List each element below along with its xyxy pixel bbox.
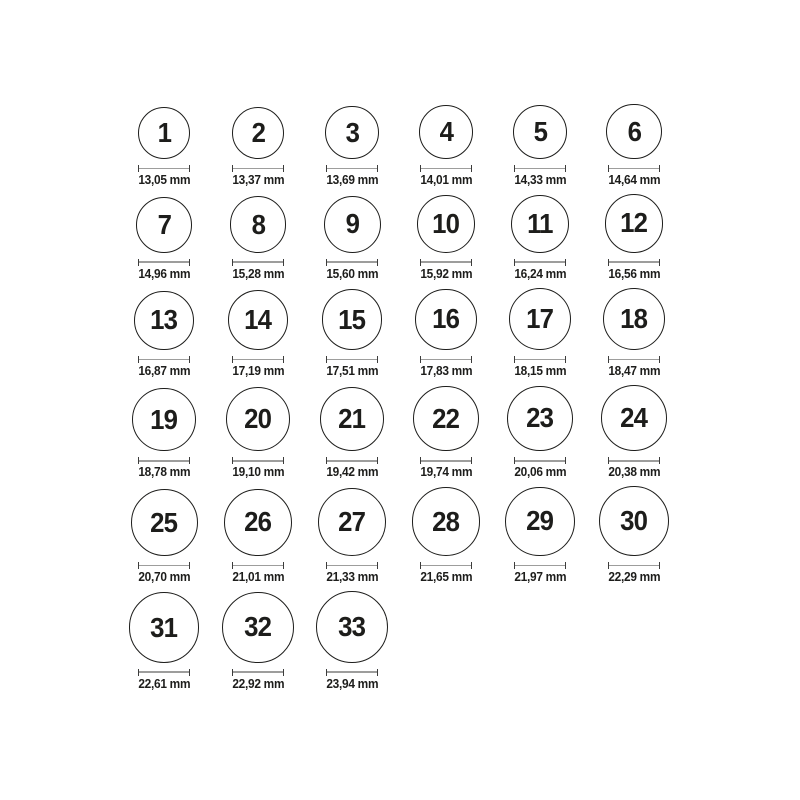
ring-size-cell (134, 291, 194, 379)
diameter-ruler (420, 562, 472, 569)
ring-circle (505, 487, 575, 557)
diameter-label: 16,87 mm (138, 364, 190, 379)
ring-circle (511, 195, 569, 253)
ring-circle (513, 105, 568, 160)
diameter-label: 21,65 mm (420, 570, 472, 585)
diameter-ruler (232, 669, 284, 676)
diameter-label: 21,97 mm (514, 570, 566, 585)
ring-size-cell (316, 591, 388, 692)
ring-number: 29 (526, 505, 554, 537)
diameter-label: 14,64 mm (608, 173, 660, 188)
diameter-label: 15,28 mm (232, 266, 284, 281)
ring-number: 24 (620, 402, 648, 434)
diameter-label: 21,33 mm (326, 570, 378, 585)
ring-size-cell (325, 106, 380, 188)
ring-size-cell (417, 195, 475, 281)
ring-size-cell (413, 386, 478, 480)
ring-number: 2 (251, 116, 265, 148)
diameter-ruler (138, 356, 190, 363)
ring-circle (226, 387, 290, 451)
diameter-ruler (232, 562, 284, 569)
ring-number: 18 (620, 302, 648, 334)
diameter-ruler (420, 457, 472, 464)
diameter-label: 14,01 mm (420, 173, 472, 188)
diameter-label: 14,33 mm (514, 173, 566, 188)
diameter-label: 22,61 mm (138, 676, 190, 691)
diameter-label: 21,01 mm (232, 570, 284, 585)
ring-number: 17 (526, 303, 554, 335)
diameter-ruler (326, 562, 378, 569)
ring-number: 3 (345, 116, 359, 148)
diameter-label: 17,19 mm (232, 364, 284, 379)
diameter-label: 13,69 mm (326, 173, 378, 188)
ring-size-cell (419, 105, 474, 188)
ring-number: 27 (338, 506, 366, 537)
ring-circle (605, 194, 664, 253)
diameter-ruler (326, 165, 378, 172)
ring-circle (509, 288, 571, 350)
diameter-label: 22,29 mm (608, 570, 660, 585)
diameter-ruler (232, 259, 284, 266)
diameter-label: 17,83 mm (420, 364, 472, 379)
ring-size-cell (509, 288, 571, 379)
diameter-ruler (514, 457, 566, 464)
ring-size-cell (511, 195, 569, 282)
ring-number: 5 (533, 115, 547, 147)
diameter-ruler (514, 356, 566, 363)
ring-size-cell (601, 385, 667, 480)
ring-circle (413, 386, 478, 451)
diameter-ruler (608, 259, 660, 266)
diameter-ruler (326, 669, 378, 676)
ring-size-cell (507, 386, 573, 481)
ring-number: 23 (526, 402, 554, 434)
diameter-label: 14,96 mm (138, 266, 190, 281)
diameter-label: 13,05 mm (138, 173, 190, 188)
ring-size-cell (412, 487, 481, 585)
ring-size-cell (129, 592, 200, 692)
diameter-ruler (514, 259, 566, 266)
ring-size-cell (231, 107, 286, 188)
ring-circle (320, 387, 385, 452)
ring-number: 12 (620, 207, 648, 239)
ring-size-cell (132, 388, 195, 480)
ring-circle (129, 592, 200, 663)
diameter-label: 23,94 mm (326, 676, 378, 691)
diameter-label: 16,56 mm (608, 266, 660, 281)
ring-circle (138, 107, 190, 159)
diameter-ruler (608, 562, 660, 569)
ring-circle (419, 105, 473, 159)
ring-circle (507, 386, 573, 452)
diameter-ruler (514, 165, 566, 172)
ring-number: 8 (251, 208, 265, 240)
diameter-label: 17,51 mm (326, 364, 378, 379)
ring-grid (117, 104, 681, 692)
diameter-ruler (326, 356, 378, 363)
ring-circle (412, 487, 481, 556)
diameter-label: 19,74 mm (420, 465, 472, 480)
ring-number: 9 (345, 208, 359, 240)
ring-circle (224, 489, 292, 557)
ring-number: 30 (620, 505, 648, 537)
ring-size-cell (230, 196, 286, 281)
ring-circle (222, 592, 293, 663)
ring-number: 11 (527, 207, 553, 239)
diameter-ruler (420, 165, 472, 172)
ring-size-cell (320, 387, 385, 480)
ring-number: 28 (432, 505, 460, 537)
ring-circle (325, 106, 378, 159)
ring-size-cell (226, 387, 290, 480)
diameter-ruler (138, 669, 190, 676)
ring-number: 22 (432, 402, 460, 434)
ring-number: 26 (244, 506, 272, 538)
ring-size-cell (318, 488, 386, 585)
diameter-label: 20,06 mm (514, 465, 566, 480)
ring-number: 7 (157, 208, 171, 240)
ring-number: 14 (244, 304, 272, 336)
ring-circle (417, 195, 475, 253)
ring-number: 21 (338, 403, 366, 434)
diameter-label: 15,60 mm (326, 266, 378, 281)
diameter-label: 16,24 mm (514, 266, 566, 281)
ring-number: 16 (432, 303, 460, 335)
diameter-label: 13,37 mm (232, 173, 284, 188)
ring-size-cell (599, 486, 669, 585)
diameter-ruler (420, 259, 472, 266)
diameter-ruler (608, 356, 660, 363)
diameter-ruler (138, 562, 190, 569)
ring-size-cell (605, 194, 664, 282)
diameter-ruler (420, 356, 472, 363)
ring-circle (134, 291, 194, 351)
ring-circle (415, 289, 476, 350)
diameter-label: 19,42 mm (326, 465, 378, 480)
ring-size-cell (415, 289, 476, 379)
ring-size-cell (222, 592, 293, 692)
ring-circle (316, 591, 388, 663)
ring-circle (606, 104, 661, 159)
ring-circle (230, 196, 286, 252)
diameter-ruler (138, 259, 190, 266)
ring-number: 1 (157, 117, 171, 149)
diameter-label: 15,92 mm (420, 266, 472, 281)
ring-circle (324, 196, 381, 253)
ring-number: 25 (150, 506, 178, 538)
diameter-ruler (326, 259, 378, 266)
ring-number: 33 (338, 610, 366, 642)
ring-size-cell (136, 197, 192, 282)
diameter-ruler (608, 457, 660, 464)
diameter-ruler (138, 165, 190, 172)
ring-circle (132, 388, 195, 451)
ring-size-cell (224, 489, 292, 585)
diameter-ruler (514, 562, 566, 569)
ring-circle (318, 488, 386, 556)
ring-number: 19 (150, 403, 178, 435)
ring-number: 13 (150, 304, 178, 336)
ring-circle (136, 197, 192, 253)
ring-circle (232, 107, 285, 160)
ring-size-cell (322, 289, 383, 379)
ring-size-cell (606, 104, 661, 188)
ring-size-cell (228, 290, 288, 379)
ring-number: 4 (439, 116, 453, 148)
diameter-label: 22,92 mm (232, 676, 284, 691)
diameter-label: 20,70 mm (138, 570, 190, 585)
ring-circle (131, 489, 198, 556)
ring-number: 31 (150, 611, 178, 643)
diameter-label: 19,10 mm (232, 465, 284, 480)
ring-size-cell (513, 105, 568, 188)
diameter-ruler (232, 457, 284, 464)
ring-size-cell (137, 107, 192, 188)
diameter-ruler (138, 457, 190, 464)
ring-circle (601, 385, 667, 451)
ring-number: 20 (244, 403, 272, 435)
diameter-label: 18,78 mm (138, 465, 190, 480)
diameter-label: 18,15 mm (514, 364, 566, 379)
diameter-ruler (326, 457, 378, 464)
diameter-ruler (232, 165, 284, 172)
ring-number: 6 (627, 115, 641, 147)
ring-size-cell (505, 487, 575, 585)
ring-circle (599, 486, 669, 556)
diameter-label: 18,47 mm (608, 364, 660, 379)
diameter-label: 20,38 mm (608, 465, 660, 480)
diameter-ruler (608, 165, 660, 172)
ring-number: 32 (244, 611, 272, 643)
ring-circle (603, 288, 666, 351)
ring-circle (322, 289, 383, 350)
ring-size-cell (324, 196, 381, 282)
ring-number: 15 (338, 303, 366, 335)
ring-size-cell (131, 489, 198, 585)
ring-circle (228, 290, 288, 350)
ring-number: 10 (432, 207, 460, 239)
ring-size-cell (603, 288, 666, 379)
diameter-ruler (232, 356, 284, 363)
